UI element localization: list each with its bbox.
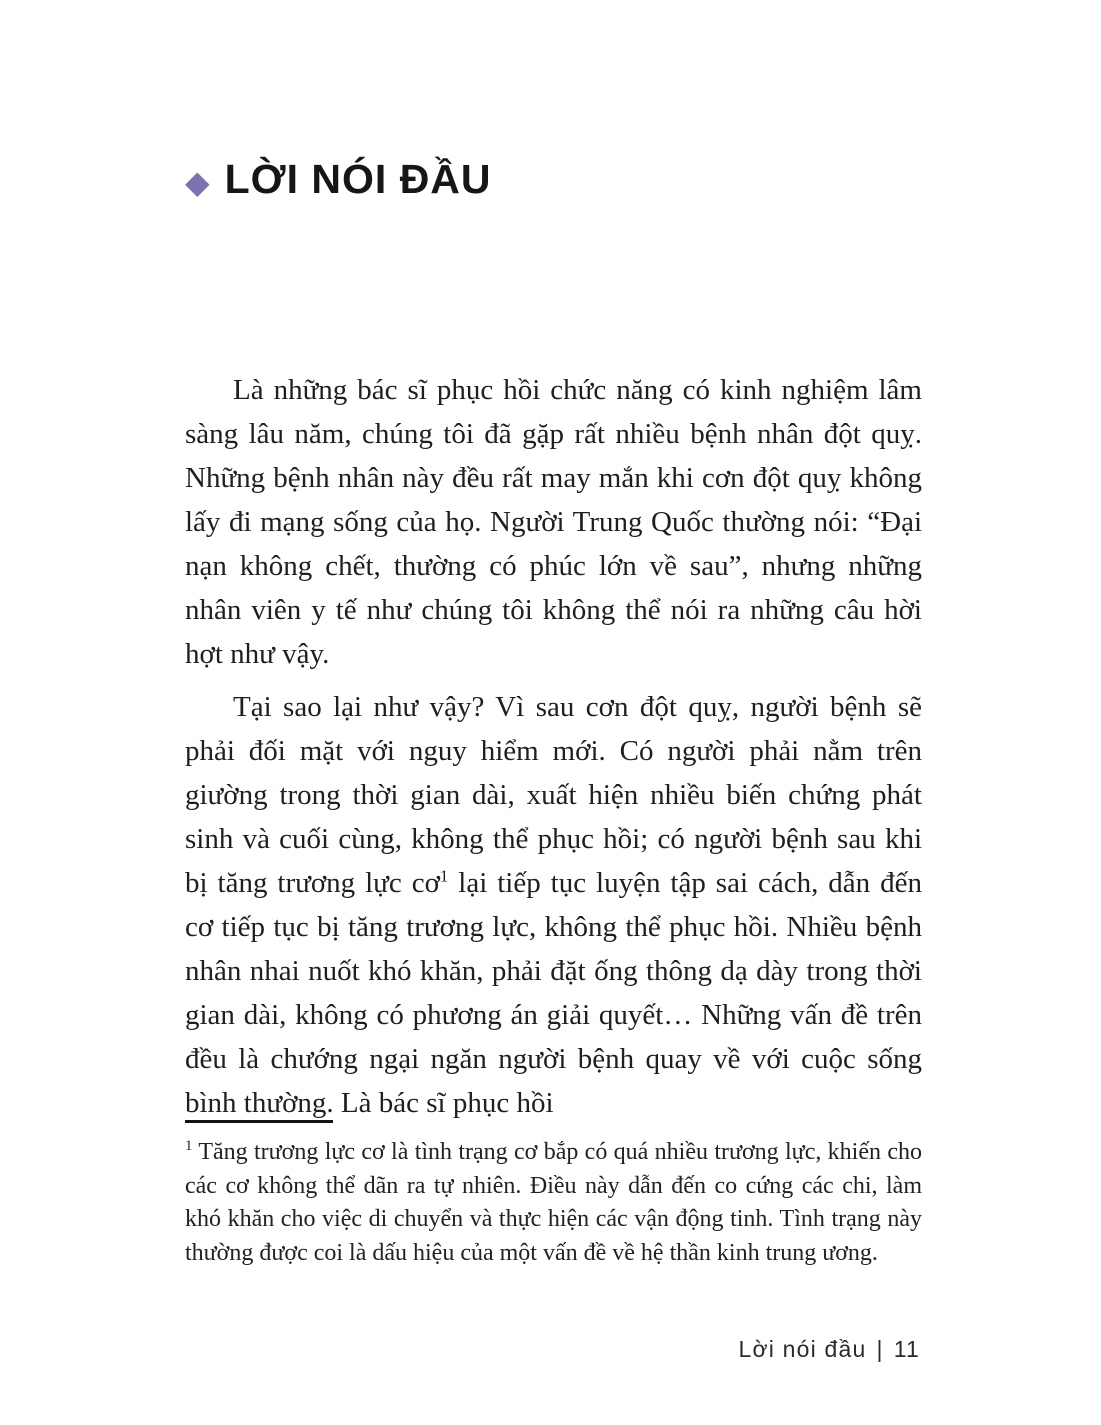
chapter-heading	[185, 156, 492, 203]
paragraph-1: Là những bác sĩ phục hồi chức năng có kinh nghiệm lâm sàng lâu năm, chúng tôi đã gặp rất nhiều bệnh nhân đột quỵ. Những bệnh nhân này đều rất may mắn khi cơn đột quỵ không lấy đi mạng sống của họ. Người Trung Quốc thường nói: “Đại nạn không chết, thường có phúc lớn về sau”, nhưng những nhân viên y tế như chúng tôi không thể nói ra những câu hời hợt như vậy.	[185, 374, 922, 670]
footnote-reference: 1	[439, 866, 449, 886]
footer-separator: |	[876, 1336, 884, 1362]
diamond-icon: ◆	[185, 162, 210, 201]
page-footer	[738, 1336, 920, 1363]
footnote-block	[185, 1120, 922, 1270]
footnote	[185, 1136, 922, 1270]
paragraph-2-text-continued: lại tiếp tục luyện tập sai cách, dẫn đến cơ tiếp tục bị tăng trương lực, không thể phục hồi. Nhiều bệnh nhân nhai nuốt khó khăn, phải đặt ống thông dạ dày trong thời gian dài, không có phương án giải quyết… Những vấn đề trên đều là chướng ngại ngăn người bệnh quay về với cuộc sống bình thường. Là bác sĩ phục hồi	[185, 867, 922, 1119]
footer-section-label: Lời nói đầu	[738, 1336, 867, 1362]
footer-page-number: 11	[893, 1336, 920, 1362]
paragraph-2-text: Tại sao lại như vậy? Vì sau cơn đột quỵ, người bệnh sẽ phải đối mặt với nguy hiểm mới. Có người phải nằm trên giường trong thời gian dài, xuất hiện nhiều biến chứng phát sinh và cuối cùng, không thể phục hồi; có người bệnh sau khi bị tăng trương lực cơ	[185, 691, 922, 899]
paragraph-2	[185, 685, 922, 1125]
footnote-text: Tăng trương lực cơ là tình trạng cơ bắp có quá nhiều trương lực, khiến cho các cơ không thể dãn ra tự nhiên. Điều này dẫn đến co cứng các chi, làm khó khăn cho việc di chuyển và thực hiện các vận động tinh. Tình trạng này thường được coi là dấu hiệu của một vấn đề về hệ thần kinh trung ương.	[185, 1139, 922, 1266]
body-text	[185, 368, 922, 1125]
page-title: LỜI NÓI ĐẦU	[224, 156, 492, 202]
footnote-marker: 1	[185, 1138, 193, 1154]
footnote-divider	[185, 1120, 333, 1123]
